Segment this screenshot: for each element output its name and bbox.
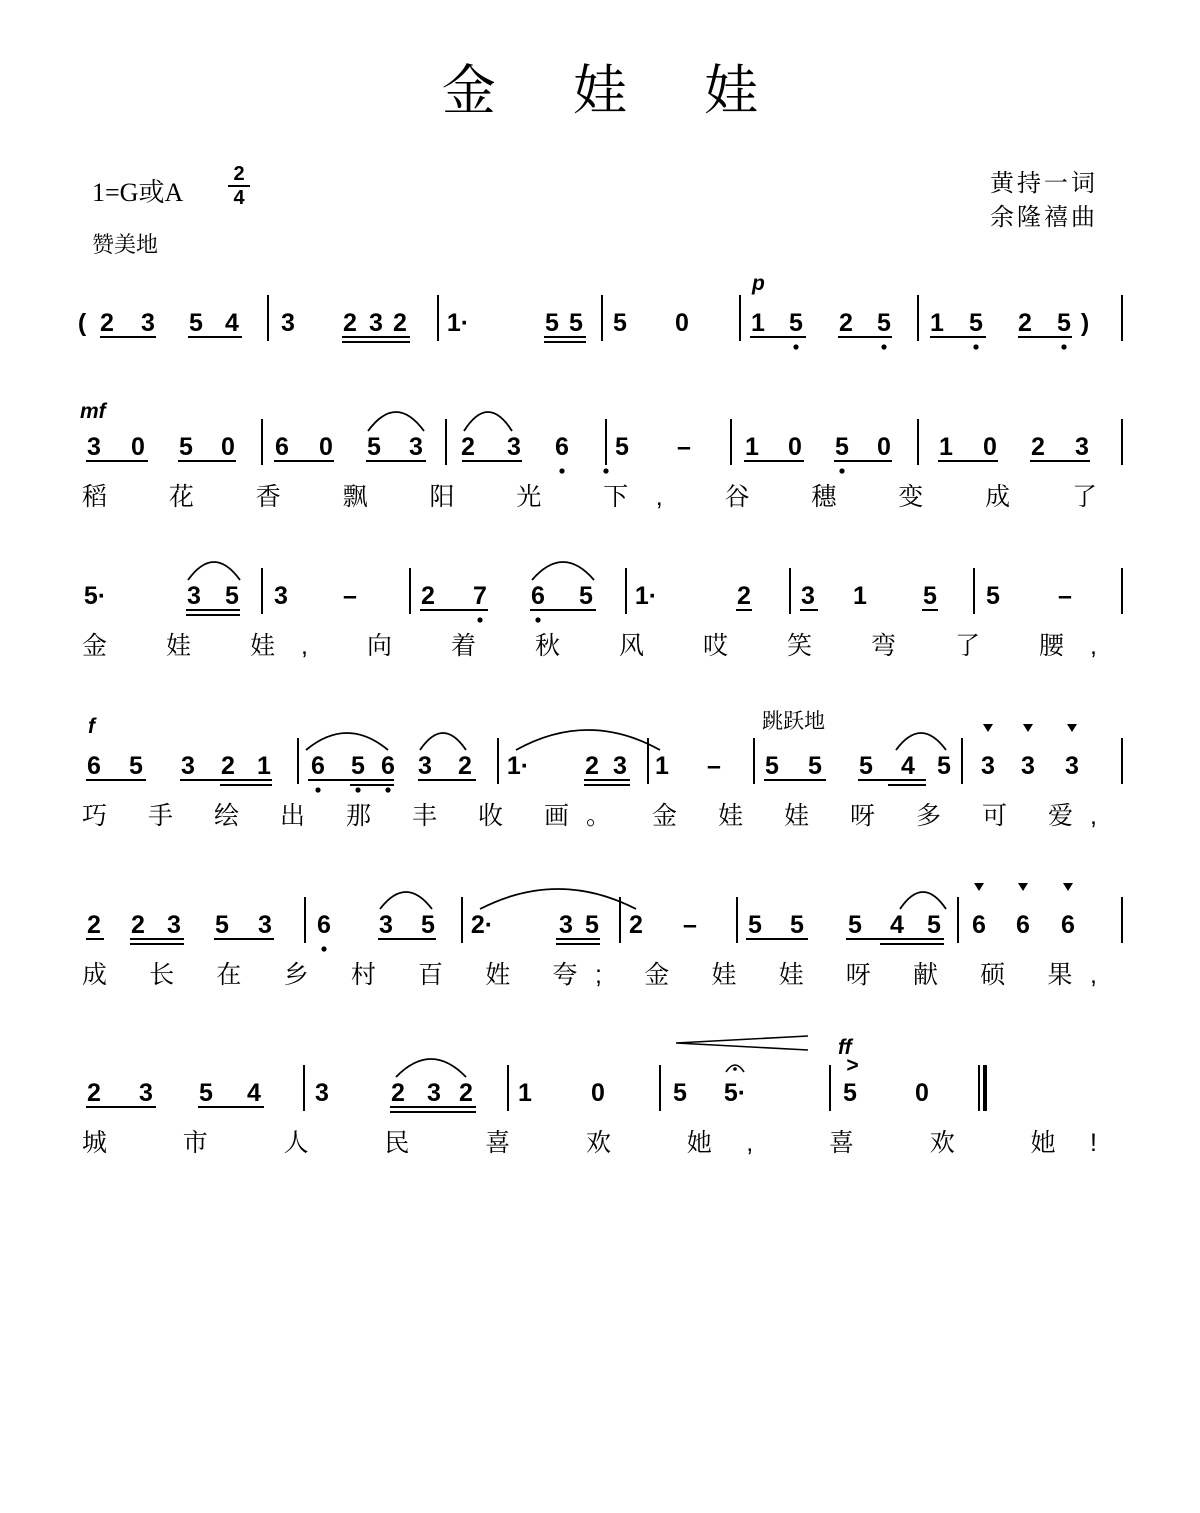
low-octave-dot (535, 617, 540, 622)
note: – (343, 582, 357, 610)
tempo-marking: 赞美地 (92, 233, 159, 258)
slur (464, 412, 512, 431)
note: 1 (751, 309, 765, 337)
note: 5 (765, 752, 779, 780)
slur (516, 730, 660, 750)
note: 3 (87, 433, 101, 461)
low-octave-dot (321, 946, 326, 951)
note: 5 (986, 582, 1000, 610)
note: 1 (257, 752, 271, 780)
slur (188, 562, 240, 580)
note: 2 (459, 1079, 473, 1107)
note: 0 (915, 1079, 929, 1107)
note: 3 (409, 433, 423, 461)
dynamic-marking: f (88, 715, 95, 738)
note: 0 (131, 433, 145, 461)
note: 0 (221, 433, 235, 461)
note: 5 (367, 433, 381, 461)
slur (480, 889, 636, 909)
note: – (707, 752, 721, 780)
low-octave-dot (477, 617, 482, 622)
note: 3 (258, 911, 272, 939)
note: 3 (981, 752, 995, 780)
note: 6 (1061, 911, 1075, 939)
note: 0 (591, 1079, 605, 1107)
note: 1 (853, 582, 867, 610)
staccato-wedge (1067, 724, 1077, 732)
slur (306, 733, 388, 750)
note: 5 (790, 911, 804, 939)
note: 5 (923, 582, 937, 610)
note: 6 (531, 582, 545, 610)
note: 5 (225, 582, 239, 610)
fermata-dot (733, 1067, 737, 1071)
note: 5 (808, 752, 822, 780)
note: 3 (369, 309, 383, 337)
low-octave-dot (385, 787, 390, 792)
note: 1· (446, 309, 470, 337)
time-signature-top: 2 (233, 163, 245, 185)
slur (380, 892, 432, 909)
note: 4 (225, 309, 239, 337)
note: 5 (859, 752, 873, 780)
note: 5 (421, 911, 435, 939)
note: 5 (835, 433, 849, 461)
dynamic-marking: ff (838, 1036, 852, 1059)
note: 2 (461, 433, 475, 461)
low-octave-dot (881, 344, 886, 349)
note: 3 (187, 582, 201, 610)
slur (396, 1059, 466, 1077)
note: 1 (655, 752, 669, 780)
note: 5 (189, 309, 203, 337)
note: 2 (1031, 433, 1045, 461)
dynamic-marking: p (752, 272, 765, 295)
note: 4 (247, 1079, 261, 1107)
note: 3 (167, 911, 181, 939)
tempo-change-marking: 跳跃地 (762, 709, 825, 733)
lyric-line: 成 长 在 乡 村 百 姓 夸; 金 娃 娃 呀 献 硕 果, (82, 961, 1097, 989)
decrescendo-hairpin (676, 1036, 808, 1050)
note: 5 (215, 911, 229, 939)
note: 3 (1021, 752, 1035, 780)
note: 2 (393, 309, 407, 337)
note: 6 (555, 433, 569, 461)
low-octave-dot (355, 787, 360, 792)
staccato-wedge (1023, 724, 1033, 732)
song-title: 金 娃 娃 (441, 59, 789, 122)
low-octave-dot (315, 787, 320, 792)
note: 2 (458, 752, 472, 780)
slur (368, 412, 424, 431)
note: 2 (87, 1079, 101, 1107)
note: 0 (983, 433, 997, 461)
note: 3 (801, 582, 815, 610)
dynamic-marking: mf (80, 400, 106, 423)
note: ) (1080, 309, 1090, 337)
note: 4 (890, 911, 904, 939)
note: 5 (585, 911, 599, 939)
staccato-wedge (983, 724, 993, 732)
lyric-line: 巧 手 绘 出 那 丰 收 画。 金 娃 娃 呀 多 可 爱, (82, 802, 1097, 830)
slur (532, 562, 594, 580)
note: 1· (634, 582, 658, 610)
note: 1 (930, 309, 944, 337)
dynamic-marking: > (846, 1054, 859, 1077)
low-octave-dot (973, 344, 978, 349)
note: 5· (723, 1079, 747, 1107)
note: 1 (745, 433, 759, 461)
note: 5 (848, 911, 862, 939)
lyric-line: 金 娃 娃, 向 着 秋 风 哎 笑 弯 了 腰, (82, 632, 1097, 660)
note: 5 (615, 433, 629, 461)
note: 5 (351, 752, 365, 780)
note: 3 (613, 752, 627, 780)
note: 5 (673, 1079, 687, 1107)
note: 5 (969, 309, 983, 337)
composer-credit: 余隆禧曲 (990, 203, 1098, 231)
low-octave-dot (559, 468, 564, 473)
note: 1 (939, 433, 953, 461)
note: 3 (141, 309, 155, 337)
note: 5 (179, 433, 193, 461)
slur (420, 733, 466, 750)
note: 1 (518, 1079, 532, 1107)
key-signature: 1=G或A (92, 178, 184, 207)
note: ( (77, 309, 87, 337)
slur (896, 733, 946, 750)
note: 0 (319, 433, 333, 461)
note: 5 (927, 911, 941, 939)
note: 6 (311, 752, 325, 780)
note: 3 (507, 433, 521, 461)
note: – (683, 911, 697, 939)
note: 6 (972, 911, 986, 939)
note: 5 (579, 582, 593, 610)
note: 2 (391, 1079, 405, 1107)
note: 3 (281, 309, 295, 337)
note: 3 (1065, 752, 1079, 780)
note: 0 (877, 433, 891, 461)
note: 2 (343, 309, 357, 337)
low-octave-dot (793, 344, 798, 349)
note: 6 (87, 752, 101, 780)
note: 2 (100, 309, 114, 337)
note: 6 (381, 752, 395, 780)
note: 3 (181, 752, 195, 780)
note: 6 (1016, 911, 1030, 939)
note: 3 (139, 1079, 153, 1107)
note: 3 (379, 911, 393, 939)
note: 0 (788, 433, 802, 461)
note: 2 (421, 582, 435, 610)
note: 3 (274, 582, 288, 610)
note: 5 (199, 1079, 213, 1107)
lyric-line: 稻 花 香 飘 阳 光 下, 谷 穗 变 成 了 (82, 483, 1097, 511)
note: 3 (1075, 433, 1089, 461)
staccato-wedge (1063, 883, 1073, 891)
note: 5 (129, 752, 143, 780)
note: 6 (317, 911, 331, 939)
time-signature-bottom: 4 (233, 187, 245, 209)
low-octave-dot (839, 468, 844, 473)
staccato-wedge (1018, 883, 1028, 891)
note: 3 (427, 1079, 441, 1107)
note: 3 (559, 911, 573, 939)
note: 5· (83, 582, 107, 610)
note: 2 (629, 911, 643, 939)
staccato-wedge (974, 883, 984, 891)
note: 2 (839, 309, 853, 337)
note: 2 (87, 911, 101, 939)
slur (900, 892, 946, 909)
note: 1· (506, 752, 530, 780)
note: 6 (275, 433, 289, 461)
note: 2· (470, 911, 494, 939)
note: 2 (131, 911, 145, 939)
note: 5 (877, 309, 891, 337)
note: 4 (901, 752, 915, 780)
note: 5 (937, 752, 951, 780)
note: 5 (613, 309, 627, 337)
note: 2 (585, 752, 599, 780)
note: 5 (569, 309, 583, 337)
note: 3 (418, 752, 432, 780)
note: 5 (843, 1079, 857, 1107)
note: 0 (675, 309, 689, 337)
note: 5 (748, 911, 762, 939)
note: 2 (221, 752, 235, 780)
note: – (1058, 582, 1072, 610)
lyric-line: 城 市 人 民 喜 欢 她, 喜 欢 她! (82, 1129, 1097, 1157)
note: 2 (737, 582, 751, 610)
note: 7 (473, 582, 487, 610)
low-octave-dot (603, 468, 608, 473)
note: 5 (789, 309, 803, 337)
note: – (677, 433, 691, 461)
note: 3 (315, 1079, 329, 1107)
lyricist-credit: 黄持一词 (990, 169, 1098, 197)
low-octave-dot (1061, 344, 1066, 349)
note: 2 (1018, 309, 1032, 337)
note: 5 (1057, 309, 1071, 337)
note: 5 (545, 309, 559, 337)
